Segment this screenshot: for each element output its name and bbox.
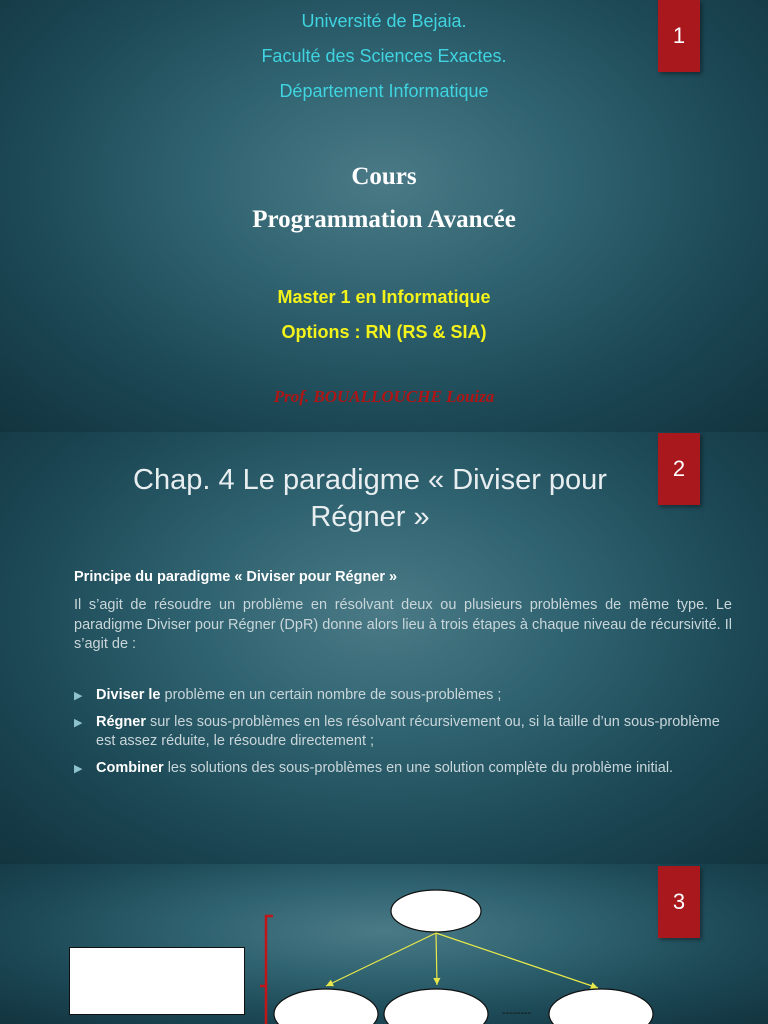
department-name: Département Informatique [279,81,489,101]
chapter-title [80,462,660,536]
ellipsis-dots: -------- [502,1007,532,1019]
step-text: les solutions des sous-problèmes en une solution complète du problème initial. [163,760,674,776]
slide-number-badge: 3 [658,866,700,938]
chapter-title-line-2: Régner » [310,501,430,533]
chapter-title-line-1: Chap. 4 Le paradigme « Diviser pour [133,464,607,496]
edge-left [326,933,436,986]
step-keyword: Diviser le [96,687,161,703]
university-name: Université de Bejaia. [301,11,467,31]
bullet-arrow-icon: ▶ [74,717,83,729]
course-name: Programmation Avancée [252,206,516,233]
child-node-1 [274,989,378,1024]
step-text: sur les sous-problèmes en les résolvant récursivement ou, si la taille d’un sous-problème est assez réduite, le résoudre directement ; [96,714,720,749]
root-node [391,890,481,932]
step-keyword: Régner [96,714,146,730]
options-label: Options : RN (RS & SIA) [281,322,487,342]
master-label: Master 1 en Informatique [277,287,491,307]
steps-list [74,686,734,786]
edge-middle [436,933,437,985]
slide-number-badge: 1 [658,0,700,72]
intro-paragraph: Il s’agit de résoudre un problème en résolvant deux ou plusieurs problèmes de même type. Le paradigme Diviser pour Régner (DpR) donne alors lieu à trois étapes à chaque niveau de récursivité. Il s’agit de : [74,597,732,652]
child-node-2 [384,989,488,1024]
bullet-arrow-icon: ▶ [74,690,83,702]
recursion-tree-diagram [0,864,768,1024]
bullet-arrow-icon: ▶ [74,763,83,775]
professor-name: Prof. BOUALLOUCHE Louiza [273,387,495,406]
slide-2 [0,432,768,864]
faculty-name: Faculté des Sciences Exactes. [261,46,507,66]
slide-3 [0,864,768,1024]
list-item [74,759,734,778]
section-subtitle: Principe du paradigme « Diviser pour Régner » [74,569,398,585]
slide-number-badge: 2 [658,433,700,505]
list-item [74,686,734,705]
step-text: problème en un certain nombre de sous-problèmes ; [160,687,502,703]
slide-1 [0,0,768,432]
step-keyword: Combiner [96,760,164,776]
child-node-3 [549,989,653,1024]
brace-icon [266,916,273,1024]
edge-right [436,933,598,988]
course-label: Cours [351,163,417,190]
list-item [74,713,734,751]
